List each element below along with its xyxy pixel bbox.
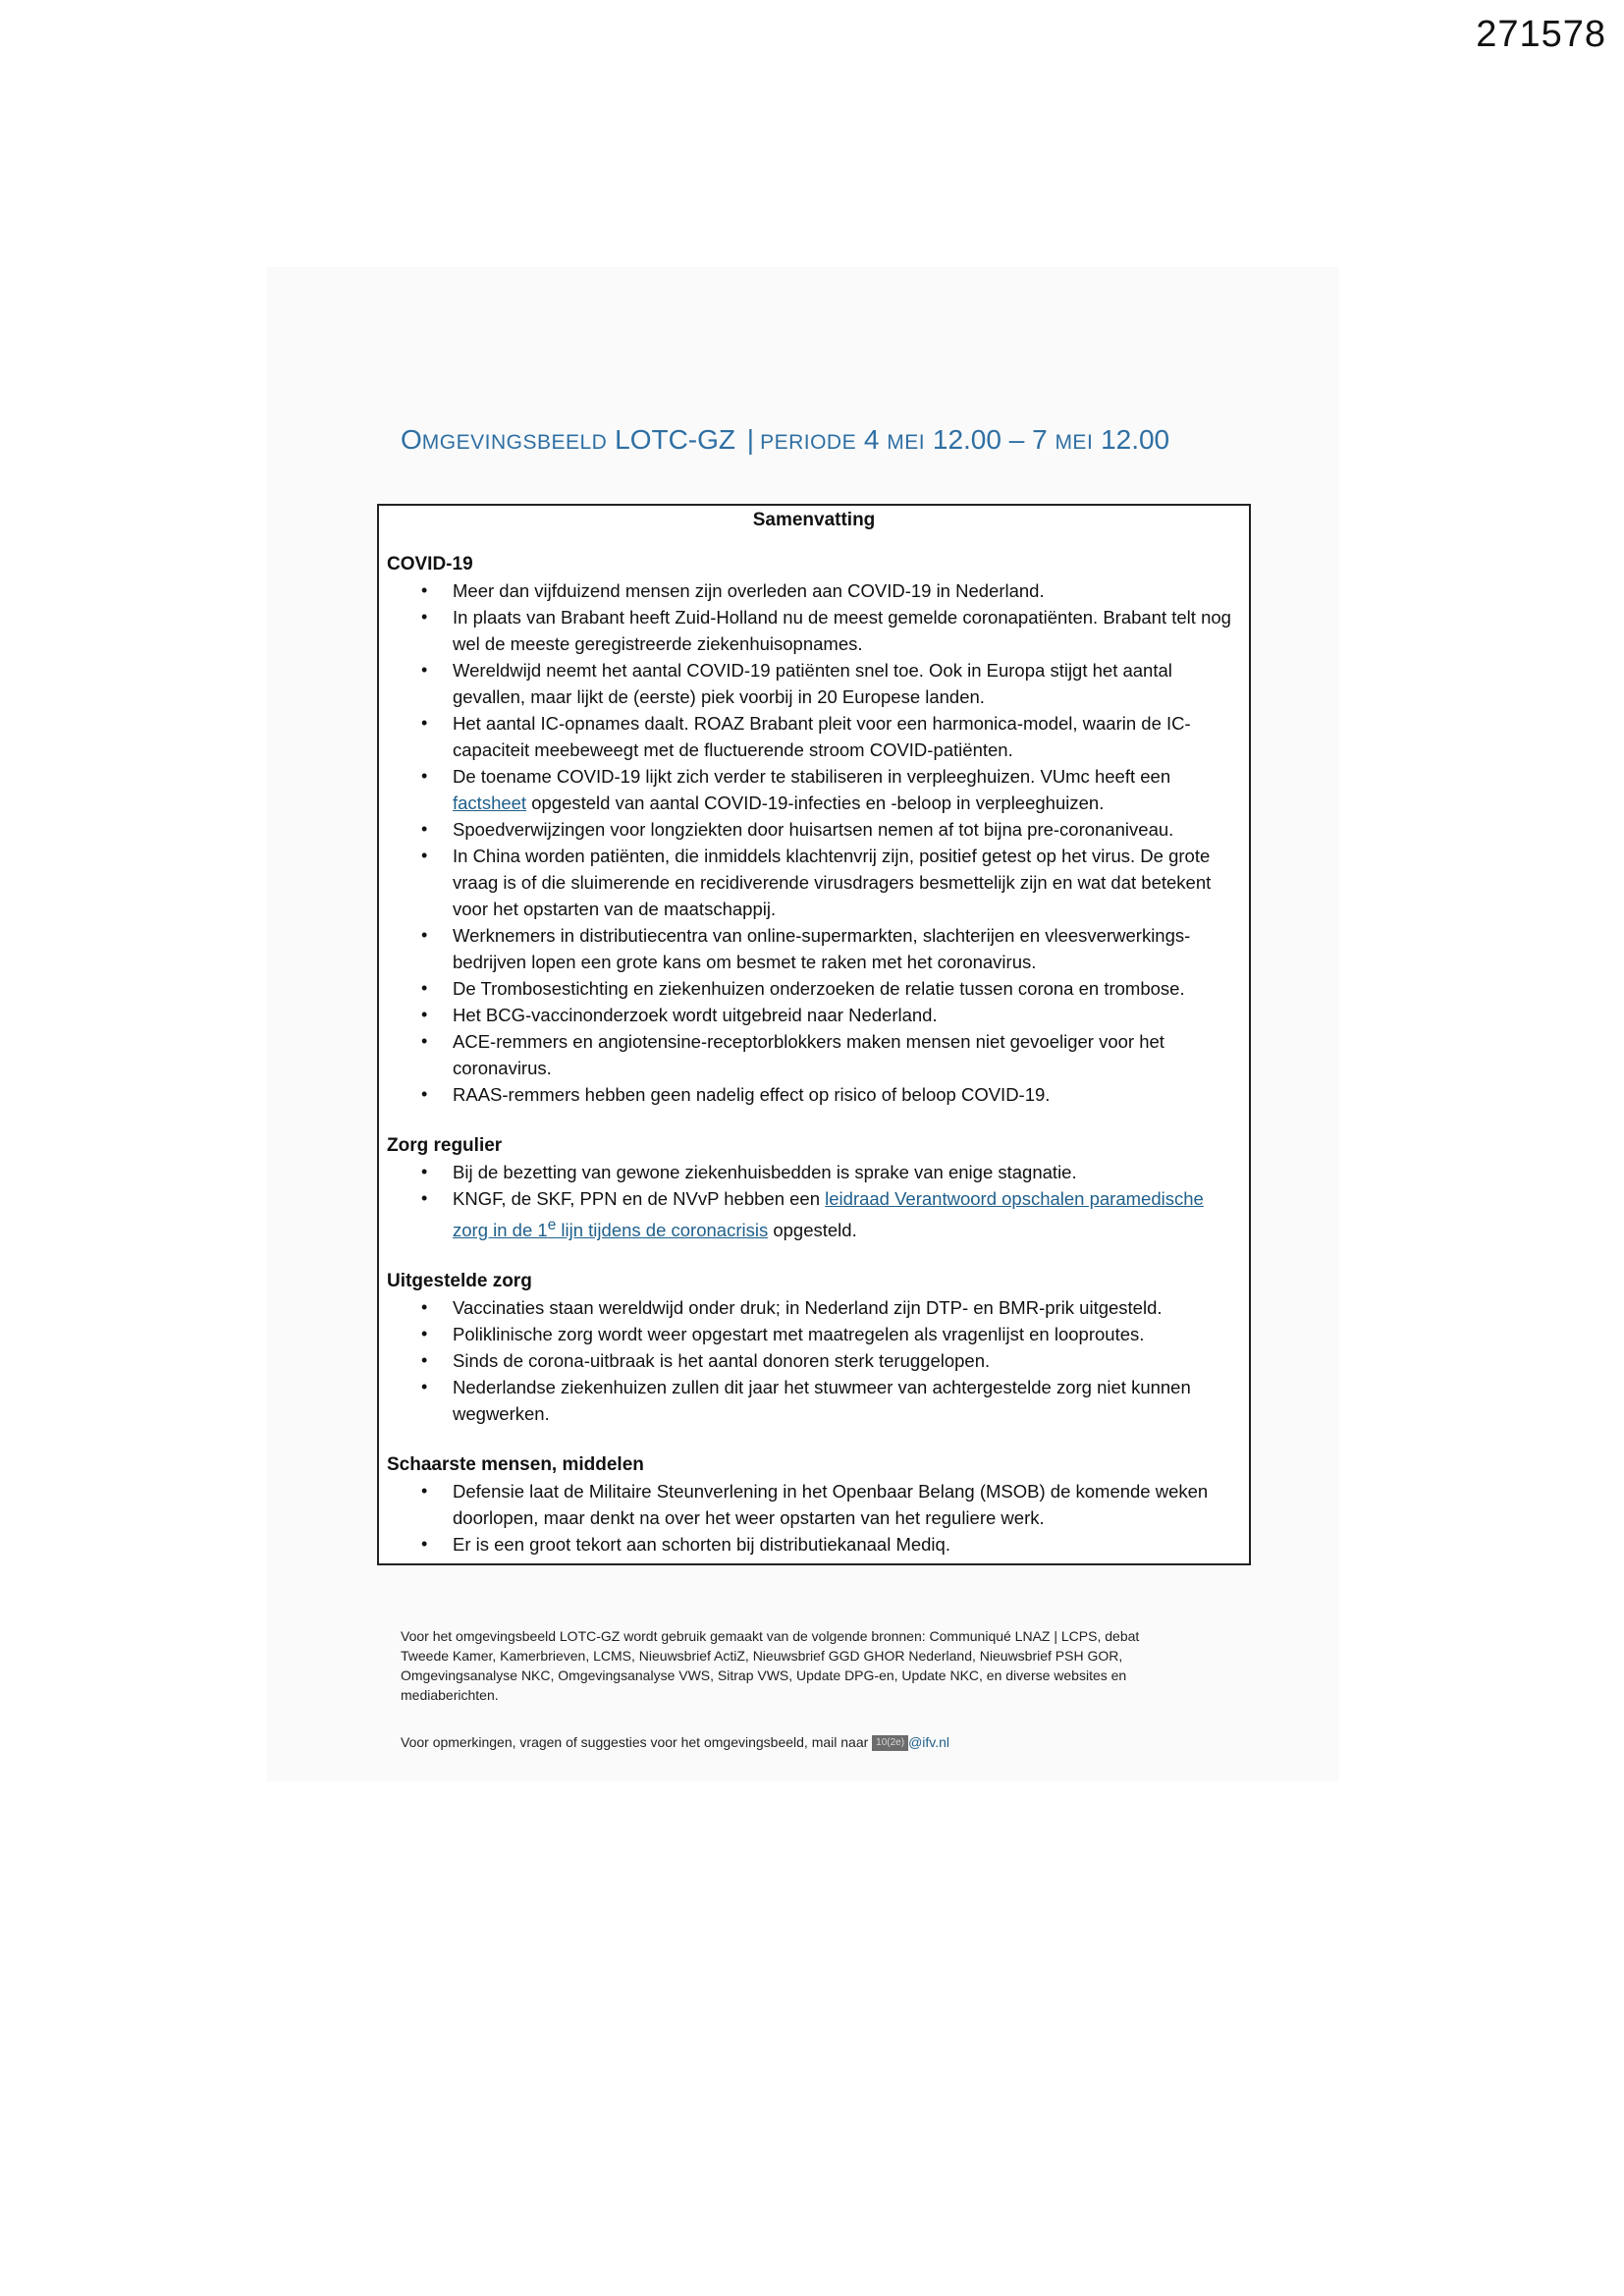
list-item: • Het aantal IC-opnames daalt. ROAZ Brabant pleit voor een harmonica-model, waarin de IC-capaciteit meebeweegt met de fluctuerende stroom COVID-patiënten. [387,710,1241,763]
section-schaarste [387,1452,1241,1558]
factsheet-link[interactable]: factsheet [453,793,527,813]
title-lotc-gz: LOTC-GZ [615,424,736,455]
title-letter-o: O [401,424,422,455]
title-day-start: 4 [863,424,880,455]
section-title-schaarste: Schaarste mensen, middelen [387,1454,644,1476]
summary-title: Samenvatting [752,510,876,530]
list-item [387,763,1241,816]
covid-list [387,577,1241,1108]
list-item: • RAAS-remmers hebben geen nadelig effect op risico of beloop COVID-19. [387,1081,1241,1108]
list-item: • De Trombosestichting en ziekenhuizen onderzoeken de relatie tussen corona en trombose. [387,975,1241,1002]
list-item-text: opgesteld. [768,1220,857,1241]
list-item: • Sinds de corona-uitbraak is het aantal donoren sterk teruggelopen. [387,1347,1241,1374]
section-uitgestelde-zorg [387,1269,1241,1427]
list-item [387,1185,1241,1243]
document-number: 271578 [1476,14,1606,55]
summary-box [377,504,1251,1565]
leidraad-link-sup: e [547,1217,557,1233]
list-item: • Werknemers in distributiecentra van online-supermarkten, slachterijen en vleesverwerkings-bedrijven lopen een grote kans om besmet te raken met het coronavirus. [387,922,1241,975]
list-item: • Vaccinaties staan wereldwijd onder druk; in Nederland zijn DTP- en BMR-prik uitgesteld. [387,1294,1241,1321]
list-item: • ACE-remmers en angiotensine-receptorblokkers maken mensen niet gevoeliger voor het coronavirus. [387,1028,1241,1081]
list-item: • Defensie laat de Militaire Steunverlening in het Openbaar Belang (MSOB) de komende weken doorlopen, maar denkt na over het weer opstarten van het reguliere werk. [387,1478,1241,1531]
list-item: • Bij de bezetting van gewone ziekenhuisbedden is sprake van enige stagnatie. [387,1159,1241,1185]
contact-text: Voor opmerkingen, vragen of suggesties voor het omgevingsbeeld, mail naar [401,1734,873,1750]
section-zorg-regulier [387,1133,1241,1243]
list-item-text: opgesteld van aantal COVID-19-infecties en -beloop in verpleeghuizen. [526,793,1105,813]
list-item: • Spoedverwijzingen voor longziekten door huisartsen nemen af tot bijna pre-coronaniveau. [387,816,1241,843]
page-title [401,424,1169,456]
uitgesteld-list [387,1294,1241,1427]
contact-note [401,1732,1186,1752]
title-time-end: 12.00 [1101,424,1170,455]
zorg-list [387,1159,1241,1243]
schaarste-list [387,1478,1241,1558]
list-item: • Meer dan vijfduizend mensen zijn overleden aan COVID-19 in Nederland. [387,577,1241,604]
list-item: • In plaats van Brabant heeft Zuid-Holland nu de meest gemelde coronapatiënten. Brabant telt nog wel de meeste geregistreerde ziekenhuisopnames. [387,604,1241,657]
leidraad-link-text: leidraad Verantwoord opschalen paramedische zorg in de 1 [453,1188,1204,1241]
sources-note: Voor het omgevingsbeeld LOTC-GZ wordt gebruik gemaakt van de volgende bronnen: Communiqué LNAZ | LCPS, debat Tweede Kamer, Kamerbrieven, LCMS, Nieuwsbrief ActiZ, Nieuwsbrief GGD GHOR Nederland, Nieuwsbrief PSH GOR, Omgevingsanalyse NKC, Omgevingsanalyse VWS, Sitrap VWS, Update DPG-en, Update NKC, en diverse websites en mediaberichten. [401,1628,1140,1703]
section-title-covid: COVID-19 [387,554,473,574]
title-omgevingsbeeld: MGEVINGSBEELD [421,431,608,454]
list-item: • Er is een groot tekort aan schorten bij distributiekanaal Mediq. [387,1531,1241,1558]
section-title-uitgestelde-zorg: Uitgestelde zorg [387,1271,532,1292]
section-title-zorg-regulier: Zorg regulier [387,1135,503,1156]
redaction-mark: 10(2e) [872,1735,908,1751]
section-covid [387,552,1241,1108]
title-month-end: MEI [1055,431,1094,454]
title-periode: PERIODE [760,431,857,454]
list-item: • Het BCG-vaccinonderzoek wordt uitgebreid naar Nederland. [387,1002,1241,1028]
list-item-text: KNGF, de SKF, PPN en de NVvP hebben een [453,1188,826,1209]
title-separator: | [746,424,755,455]
list-item: • Poliklinische zorg wordt weer opgestart met maatregelen als vragenlijst en looproutes. [387,1321,1241,1347]
email-domain[interactable]: @ifv.nl [908,1734,950,1750]
title-time-range: 12.00 – 7 [932,424,1048,455]
leidraad-link-text: lijn tijdens de coronacrisis [556,1220,769,1241]
list-item: • Wereldwijd neemt het aantal COVID-19 patiënten snel toe. Ook in Europa stijgt het aantal gevallen, maar lijkt de (eerste) piek voorbij in 20 Europese landen. [387,657,1241,710]
title-month-start: MEI [887,431,926,454]
list-item: • Nederlandse ziekenhuizen zullen dit jaar het stuwmeer van achtergestelde zorg niet kunnen wegwerken. [387,1374,1241,1427]
list-item-text: De toename COVID-19 lijkt zich verder te stabiliseren in verpleeghuizen. VUmc heeft een [453,766,1171,787]
list-item: • In China worden patiënten, die inmiddels klachtenvrij zijn, positief getest op het virus. De grote vraag is of die sluimerende en recidiverende virusdragers besmettelijk zijn en wat dat betekent voor het opstarten van de maatschappij. [387,843,1241,922]
